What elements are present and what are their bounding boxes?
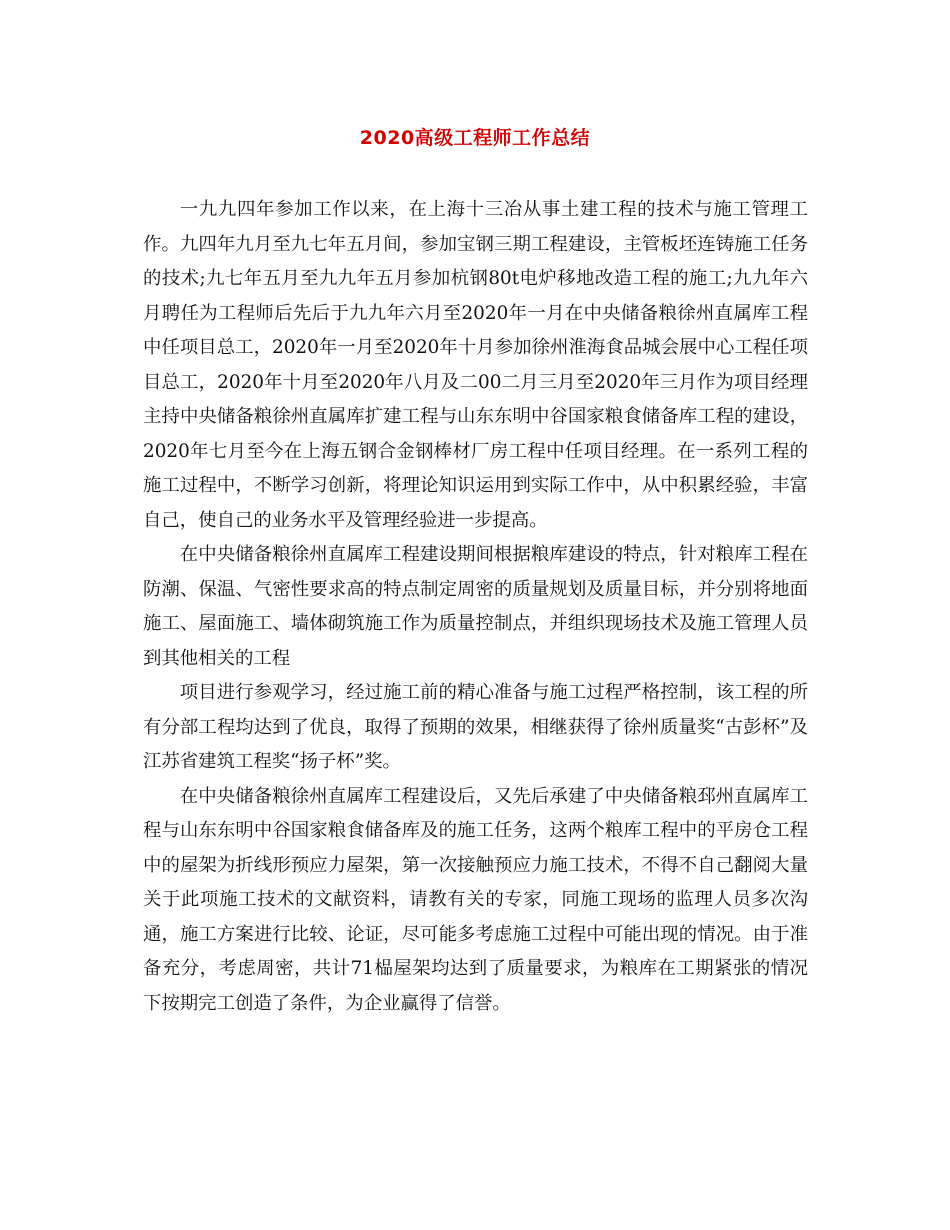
document-title: 2020高级工程师工作总结	[359, 127, 591, 149]
paragraph-4: 在中央储备粮徐州直属库工程建设后，又先后承建了中央储备粮邳州直属库工程与山东东明中谷国家粮食储备库及的施工任务，这两个粮库工程中的平房仓工程中的屋架为折线形预应力屋架，第一次接触预应力施工技术，不得不自己翻阅大量关于此项施工技术的文献资料，请教有关的专家，同施工现场的监理人员多次沟通，施工方案进行比较、论证，尽可能多考虑施工过程中可能出现的情况。由于准备充分，考虑周密，共计71榀屋架均达到了质量要求，为粮库在工期紧张的情况下按期完工创造了条件，为企业赢得了信誉。	[143, 785, 808, 1014]
paragraph-1: 一九九四年参加工作以来，在上海十三冶从事土建工程的技术与施工管理工作。九四年九月至九七年五月间，参加宝钢三期工程建设，主管板坯连铸施工任务的技术;九七年五月至九九年五月参加杭钢80t电炉移地改造工程的施工;九九年六月聘任为工程师后先后于九九年六月至2020年一月在中央储备粮徐州直属库工程中任项目总工，2020年一月至2020年十月参加徐州淮海食品城会展中心工程任项目总工，2020年十月至2020年八月及二00二月三月至2020年三月作为项目经理主持中央储备粮徐州直属库扩建工程与山东东明中谷国家粮食储备库工程的建设，2020年七月至今在上海五钢合金钢棒材厂房工程中任项目经理。在一系列工程的施工过程中，不断学习创新，将理论知识运用到实际工作中，从中积累经验，丰富自己，使自己的业务水平及管理经验进一步提高。	[143, 199, 808, 531]
paragraph-2: 在中央储备粮徐州直属库工程建设期间根据粮库建设的特点，针对粮库工程在防潮、保温、气密性要求高的特点制定周密的质量规划及质量目标，并分别将地面施工、屋面施工、墙体砌筑施工作为质量控制点，并组织现场技术及施工管理人员到其他相关的工程	[143, 544, 808, 669]
paragraph-3: 项目进行参观学习，经过施工前的精心准备与施工过程严格控制，该工程的所有分部工程均达到了优良，取得了预期的效果，相继获得了徐州质量奖“古彭杯”及江苏省建筑工程奖“扬子杯”奖。	[143, 682, 808, 772]
document-body	[143, 193, 808, 1021]
